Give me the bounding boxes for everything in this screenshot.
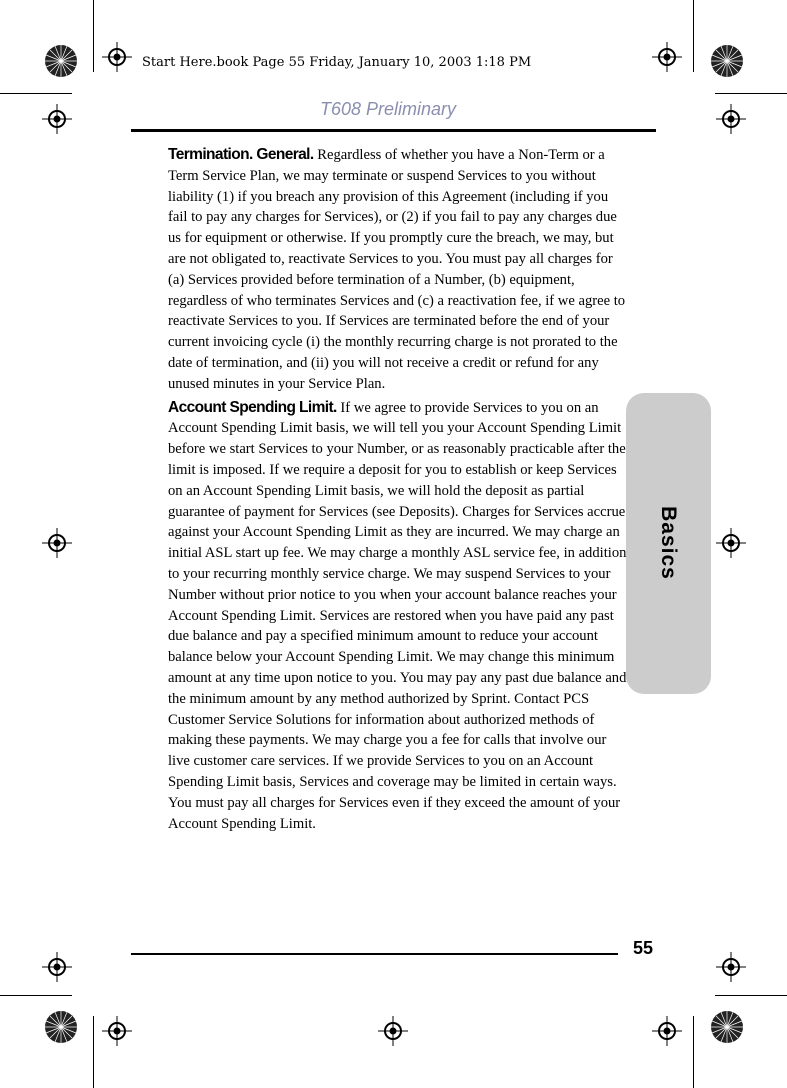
registration-mark-icon xyxy=(42,952,72,982)
crop-mark xyxy=(93,1016,94,1088)
registration-mark-icon xyxy=(42,528,72,558)
run-in-heading: Account Spending Limit. xyxy=(168,398,337,416)
starburst-mark-icon xyxy=(44,44,78,78)
page-number: 55 xyxy=(633,938,654,958)
section-tab-label: Basics xyxy=(657,506,680,580)
paragraph-text: Regardless of whether you have a Non-Term or a Term Service Plan, we may terminate or suspend Services to you without liability (1) if you breach any provision of this Agreement (including if you fail to pay any charges for Services), or (2) if you fail to pay any charges due us for equipment or otherwise. If you promptly cure the breach, we may, but are not obligated to, reactivate Services to you. You must pay all charges for (a) Services provided before termination of a Number, (b) equipment, regardless of who terminates Services and (c) a reactivation fee, if we agree to reactivate Services to you. If Services are terminated before the end of your current invoicing cycle (i) the monthly recurring charge is not prorated to the date of termination, and (ii) you will not receive a credit or refund for any unused minutes in your Service Plan. xyxy=(168,147,626,392)
paragraph-termination xyxy=(168,145,628,395)
crop-mark xyxy=(93,0,94,72)
registration-mark-icon xyxy=(652,42,682,72)
starburst-mark-icon xyxy=(44,1010,78,1044)
crop-mark xyxy=(715,93,787,94)
registration-mark-icon xyxy=(716,952,746,982)
registration-mark-icon xyxy=(378,1016,408,1046)
run-in-heading: Termination. General. xyxy=(168,146,314,163)
crop-mark xyxy=(715,995,787,996)
print-header-meta: Start Here.book Page 55 Friday, January 10, 2003 1:18 PM xyxy=(142,55,532,70)
body-text xyxy=(168,145,628,837)
starburst-mark-icon xyxy=(710,1010,744,1044)
registration-mark-icon xyxy=(102,1016,132,1046)
registration-mark-icon xyxy=(42,104,72,134)
registration-mark-icon xyxy=(102,42,132,72)
running-head: T608 Preliminary xyxy=(320,99,457,119)
header-rule xyxy=(131,129,656,132)
crop-mark xyxy=(693,1016,694,1088)
crop-mark xyxy=(0,995,72,996)
registration-mark-icon xyxy=(652,1016,682,1046)
registration-mark-icon xyxy=(716,104,746,134)
paragraph-account-spending-limit xyxy=(168,398,628,835)
paragraph-text: If we agree to provide Services to you on an Account Spending Limit basis, we will tell you your Account Spending Limit before we start Services to your Number, or as reasonably practicable after the limit is imposed. If we require a deposit for you to establish or keep Services on an Account Spending Limit basis, we will hold the deposit as partial guarantee of payment for Services (see Deposits). Charges for Services accrue against your Account Spending Limit as they are incurred. We may charge an initial ASL start up fee. We may charge a monthly ASL service fee, in addition to your recurring monthly service charge. We may suspend Services to your Number without prior notice to you when your account balance reaches your Account Spending Limit. Services are restored when you have paid any past due balance and pay a specified minimum amount to reduce your account balance below your Account Spending Limit. We may change this minimum amount at any time upon notice to you. You may pay any past due balance and the minimum amount by any method authorized by Sprint. Contact PCS Customer Service Solutions for information about authorized methods of making these payments. We may charge you a fee for calls that involve our live customer care services. If we provide Services to you on an Account Spending Limit basis, Services and coverage may be limited in certain ways. You must pay all charges for Services even if they exceed the amount of your Account Spending Limit. xyxy=(168,399,627,832)
crop-mark xyxy=(0,93,72,94)
footer-rule xyxy=(131,953,618,955)
crop-mark xyxy=(693,0,694,72)
starburst-mark-icon xyxy=(710,44,744,78)
registration-mark-icon xyxy=(716,528,746,558)
